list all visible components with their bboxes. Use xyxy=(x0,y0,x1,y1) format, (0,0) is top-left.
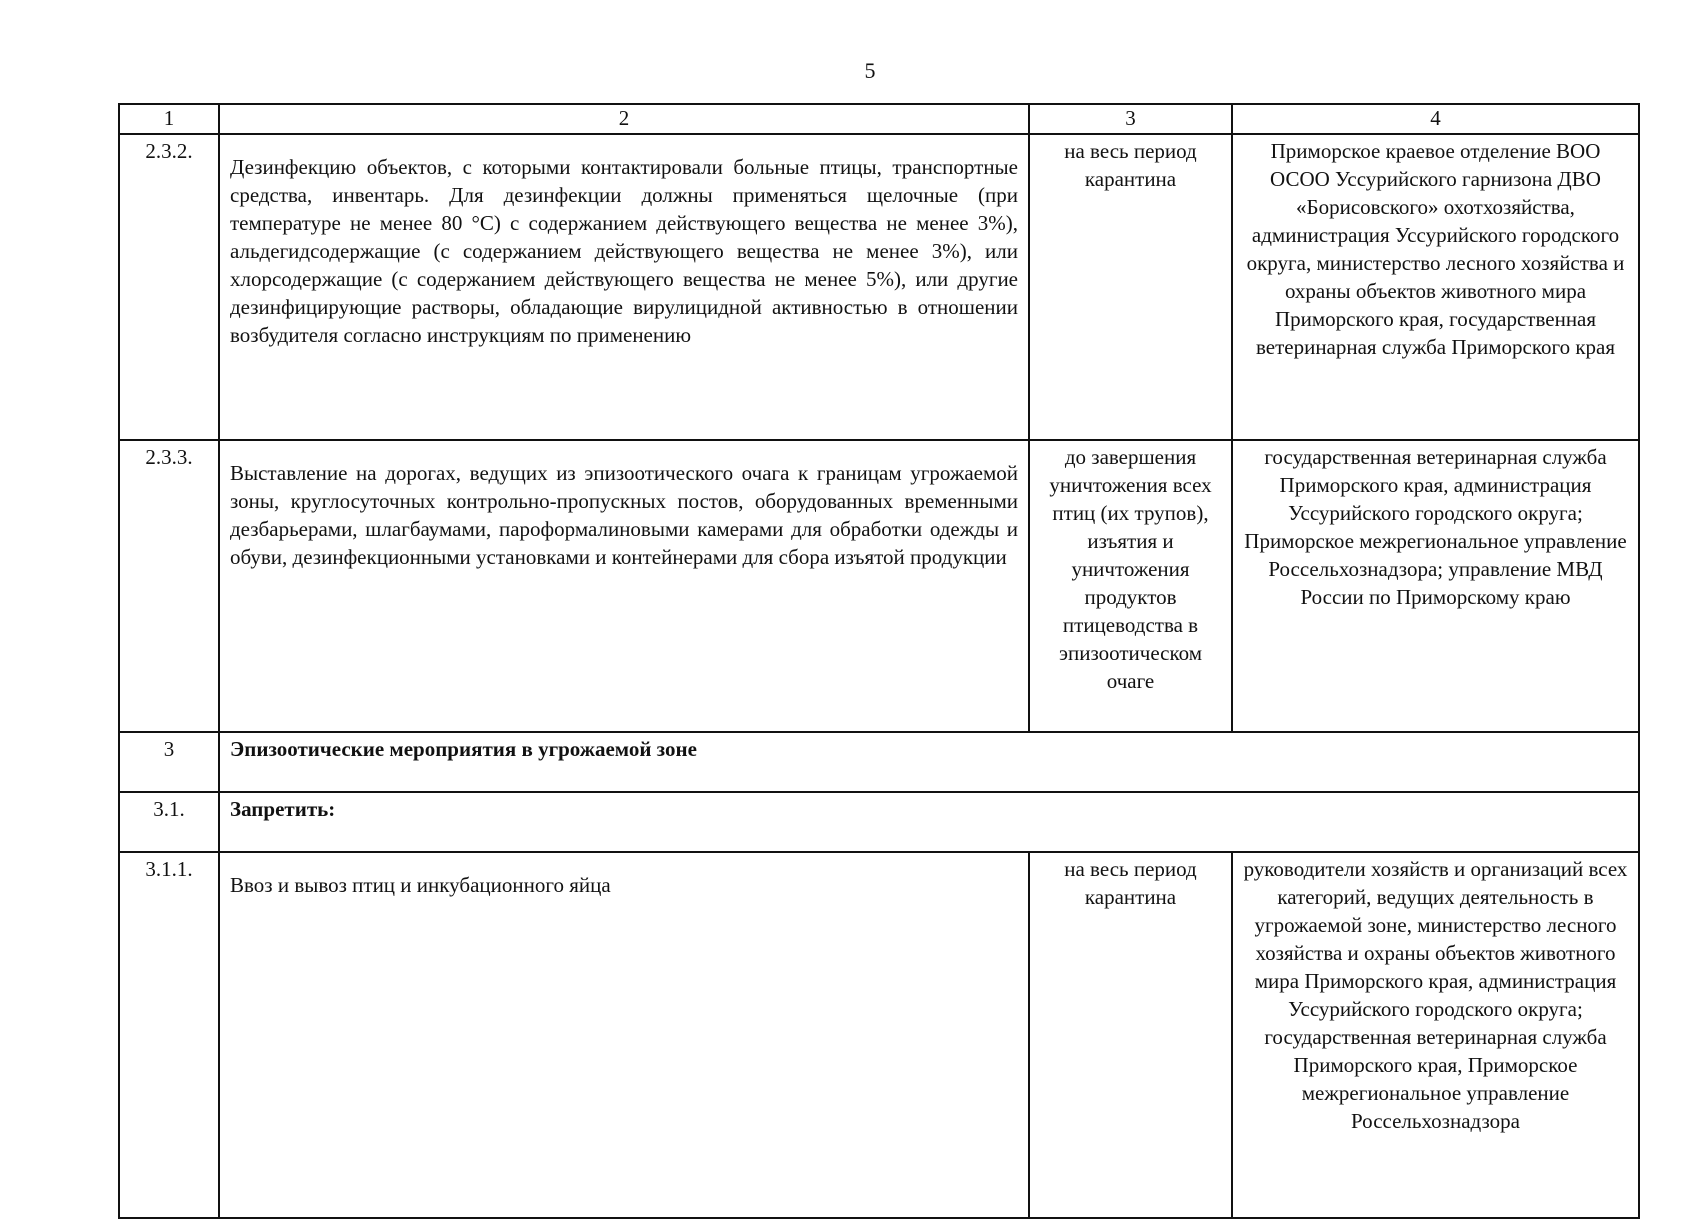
section-number: 3 xyxy=(119,732,219,792)
page-number: 5 xyxy=(864,58,876,83)
table-header-row xyxy=(119,104,1639,134)
measure-description: Выставление на дорогах, ведущих из эпизоотического очага к границам угрожаемой зоны, круглосуточных контрольно-пропускных постов, оборудованных временными дезбарьерами, шлагбаумами, пароформалиновыми камерами для обработки одежды и обуви, дезинфекционными установками и контейнерами для сбора изъятой продукции xyxy=(219,440,1029,732)
section-row xyxy=(119,792,1639,852)
measure-period: на весь период карантина xyxy=(1029,852,1232,1218)
measure-description: Ввоз и вывоз птиц и инкубационного яйца xyxy=(219,852,1029,1218)
measures-table xyxy=(118,103,1640,1219)
table-row xyxy=(119,440,1639,732)
section-row xyxy=(119,732,1639,792)
section-title: Запретить: xyxy=(219,792,1639,852)
column-header-1: 1 xyxy=(119,104,219,134)
measure-responsible: государственная ветеринарная служба Приморского края, администрация Уссурийского городского округа; Приморское межрегиональное управление Россельхознадзора; управление МВД России по Приморскому краю xyxy=(1232,440,1639,732)
measure-period: до завершения уничтожения всех птиц (их трупов), изъятия и уничтожения продуктов птицеводства в эпизоотическом очаге xyxy=(1029,440,1232,732)
row-number: 3.1.1. xyxy=(119,852,219,1218)
measure-responsible: Приморское краевое отделение ВОО ОСОО Уссурийского гарнизона ДВО «Борисовского» охотхозяйства, администрация Уссурийского городского округа, министерство лесного хозяйства и охраны объектов животного мира Приморского края, государственная ветеринарная служба Приморского края xyxy=(1232,134,1639,440)
section-number: 3.1. xyxy=(119,792,219,852)
row-number: 2.3.3. xyxy=(119,440,219,732)
measure-responsible: руководители хозяйств и организаций всех категорий, ведущих деятельность в угрожаемой зоне, министерство лесного хозяйства и охраны объектов животного мира Приморского края, администрация Уссурийского городского округа; государственная ветеринарная служба Приморского края, Приморское межрегиональное управление Россельхознадзора xyxy=(1232,852,1639,1218)
measure-description: Дезинфекцию объектов, с которыми контактировали больные птицы, транспортные средства, инвентарь. Для дезинфекции должны применяться щелочные (при температуре не менее 80 °С) с содержанием действующего вещества не менее 3%), альдегидсодержащие (с содержанием действующего вещества не менее 3%), или хлорсодержащие (с содержанием действующего вещества не менее 5%), или другие дезинфицирующие растворы, обладающие вирулицидной активностью в отношении возбудителя согласно инструкциям по применению xyxy=(219,134,1029,440)
table-row xyxy=(119,134,1639,440)
column-header-3: 3 xyxy=(1029,104,1232,134)
section-title: Эпизоотические мероприятия в угрожаемой зоне xyxy=(219,732,1639,792)
column-header-4: 4 xyxy=(1232,104,1639,134)
measure-period: на весь период карантина xyxy=(1029,134,1232,440)
column-header-2: 2 xyxy=(219,104,1029,134)
row-number: 2.3.2. xyxy=(119,134,219,440)
table-row xyxy=(119,852,1639,1218)
